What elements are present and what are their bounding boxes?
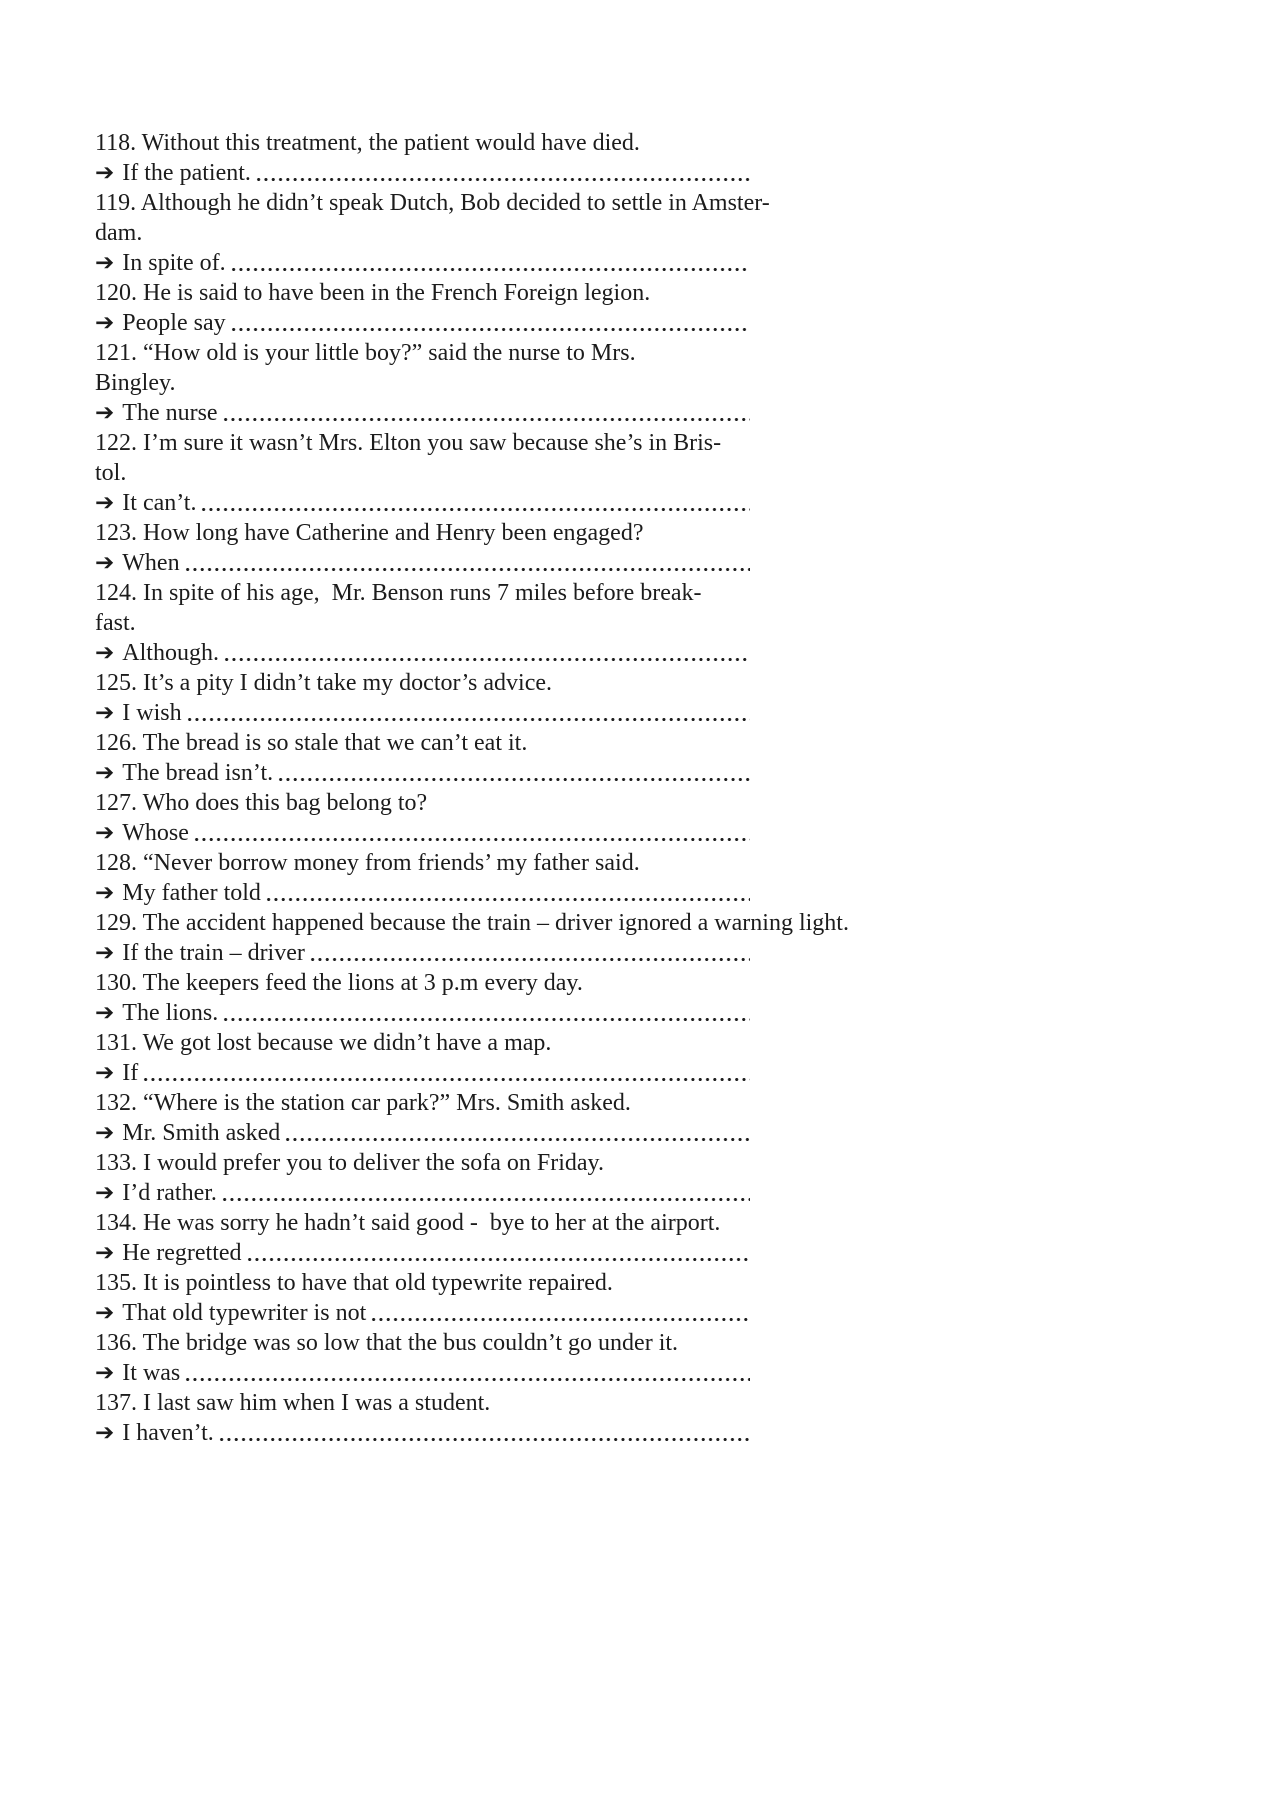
arrow-right-icon: ➔	[95, 760, 115, 786]
answer-starter: He regretted	[122, 1240, 242, 1266]
answer-starter: If the patient.	[122, 160, 251, 186]
answer-starter: In spite of.	[122, 250, 226, 276]
arrow-right-icon: ➔	[95, 820, 115, 846]
exercise-item	[95, 1088, 1220, 1148]
exercise-item	[95, 128, 1220, 188]
sentence-lines	[95, 668, 1220, 698]
sentence-lines	[95, 848, 1220, 878]
sentence-line: tol.	[95, 460, 127, 486]
sentence-line: 128. “Never borrow money from friends’ my father said.	[95, 850, 640, 876]
answer-row	[95, 878, 750, 908]
answer-row	[95, 638, 750, 668]
answer-starter: If the train – driver	[122, 940, 305, 966]
sentence-lines	[95, 788, 1220, 818]
answer-row	[95, 398, 750, 428]
answer-row	[95, 1238, 750, 1268]
sentence-line: 123. How long have Catherine and Henry been engaged?	[95, 520, 644, 546]
arrow-right-icon: ➔	[95, 1000, 115, 1026]
answer-row	[95, 248, 750, 278]
answer-starter: Whose	[122, 820, 189, 846]
sentence-line: 118. Without this treatment, the patient would have died.	[95, 130, 640, 156]
dotted-leader-line	[186, 717, 750, 722]
answer-row	[95, 1298, 750, 1328]
sentence-lines	[95, 428, 1220, 488]
sentence-line: 133. I would prefer you to deliver the sofa on Friday.	[95, 1150, 604, 1176]
exercise-list	[95, 128, 1220, 1448]
dotted-leader-line	[230, 267, 750, 272]
arrow-right-icon: ➔	[95, 490, 115, 516]
sentence-line: 136. The bridge was so low that the bus couldn’t go under it.	[95, 1330, 679, 1356]
sentence-line: 127. Who does this bag belong to?	[95, 790, 428, 816]
exercise-item	[95, 1388, 1220, 1448]
sentence-line: 122. I’m sure it wasn’t Mrs. Elton you saw because she’s in Bris-	[95, 430, 722, 456]
answer-starter: That old typewriter is not	[122, 1300, 367, 1326]
answer-starter: My father told	[122, 880, 261, 906]
arrow-right-icon: ➔	[95, 250, 115, 276]
arrow-right-icon: ➔	[95, 1300, 115, 1326]
dotted-leader-line	[223, 657, 750, 662]
exercise-item	[95, 908, 1220, 968]
dotted-leader-line	[221, 1197, 750, 1202]
dotted-leader-line	[309, 957, 750, 962]
sentence-lines	[95, 278, 1220, 308]
exercise-item	[95, 728, 1220, 788]
sentence-line: 120. He is said to have been in the French Foreign legion.	[95, 280, 651, 306]
sentence-lines	[95, 578, 1220, 638]
sentence-line: 130. The keepers feed the lions at 3 p.m every day.	[95, 970, 583, 996]
dotted-leader-line	[255, 177, 750, 182]
arrow-right-icon: ➔	[95, 400, 115, 426]
arrow-right-icon: ➔	[95, 1360, 115, 1386]
dotted-leader-line	[277, 777, 750, 782]
exercise-item	[95, 968, 1220, 1028]
exercise-item	[95, 1328, 1220, 1388]
answer-starter: I haven’t.	[122, 1420, 214, 1446]
sentence-lines	[95, 1268, 1220, 1298]
sentence-line: fast.	[95, 610, 136, 636]
answer-row	[95, 1058, 750, 1088]
arrow-right-icon: ➔	[95, 1420, 115, 1446]
arrow-right-icon: ➔	[95, 310, 115, 336]
answer-row	[95, 488, 750, 518]
sentence-lines	[95, 188, 1220, 248]
answer-row	[95, 698, 750, 728]
answer-starter: I’d rather.	[122, 1180, 217, 1206]
answer-row	[95, 1118, 750, 1148]
exercise-item	[95, 1268, 1220, 1328]
dotted-leader-line	[184, 1377, 750, 1382]
answer-row	[95, 818, 750, 848]
dotted-leader-line	[222, 1017, 750, 1022]
exercise-item	[95, 1208, 1220, 1268]
dotted-leader-line	[218, 1437, 750, 1442]
arrow-right-icon: ➔	[95, 700, 115, 726]
exercise-item	[95, 278, 1220, 338]
answer-row	[95, 158, 750, 188]
sentence-line: Bingley.	[95, 370, 176, 396]
dotted-leader-line	[230, 327, 750, 332]
exercise-item	[95, 1148, 1220, 1208]
exercise-item	[95, 578, 1220, 668]
exercise-item	[95, 518, 1220, 578]
answer-row	[95, 1358, 750, 1388]
sentence-lines	[95, 1088, 1220, 1118]
exercise-item	[95, 188, 1220, 278]
sentence-lines	[95, 338, 1220, 398]
sentence-line: 135. It is pointless to have that old typewrite repaired.	[95, 1270, 613, 1296]
answer-starter: The lions.	[122, 1000, 219, 1026]
sentence-lines	[95, 1328, 1220, 1358]
answer-starter: When	[122, 550, 180, 576]
sentence-lines	[95, 128, 1220, 158]
sentence-line: dam.	[95, 220, 143, 246]
sentence-line: 124. In spite of his age, Mr. Benson runs 7 miles before break-	[95, 580, 702, 606]
exercise-item	[95, 338, 1220, 428]
sentence-line: 121. “How old is your little boy?” said the nurse to Mrs.	[95, 340, 636, 366]
sentence-lines	[95, 968, 1220, 998]
exercise-item	[95, 668, 1220, 728]
answer-starter: People say	[122, 310, 226, 336]
arrow-right-icon: ➔	[95, 880, 115, 906]
answer-row	[95, 938, 750, 968]
answer-starter: Although.	[122, 640, 219, 666]
dotted-leader-line	[193, 837, 750, 842]
dotted-leader-line	[370, 1317, 750, 1322]
sentence-lines	[95, 908, 1220, 938]
sentence-lines	[95, 1208, 1220, 1238]
answer-starter: It can’t.	[122, 490, 197, 516]
exercise-item	[95, 788, 1220, 848]
sentence-line: 119. Although he didn’t speak Dutch, Bob decided to settle in Amster-	[95, 190, 770, 216]
sentence-line: 134. He was sorry he hadn’t said good - bye to her at the airport.	[95, 1210, 721, 1236]
dotted-leader-line	[265, 897, 750, 902]
arrow-right-icon: ➔	[95, 1240, 115, 1266]
answer-row	[95, 1178, 750, 1208]
exercise-item	[95, 848, 1220, 908]
arrow-right-icon: ➔	[95, 1120, 115, 1146]
answer-starter: Mr. Smith asked	[122, 1120, 281, 1146]
answer-row	[95, 1418, 750, 1448]
answer-starter: The bread isn’t.	[122, 760, 274, 786]
dotted-leader-line	[222, 417, 750, 422]
answer-starter: If	[122, 1060, 139, 1086]
sentence-line: 129. The accident happened because the train – driver ignored a warning light.	[95, 910, 849, 936]
arrow-right-icon: ➔	[95, 1180, 115, 1206]
sentence-line: 137. I last saw him when I was a student.	[95, 1390, 491, 1416]
arrow-right-icon: ➔	[95, 640, 115, 666]
answer-row	[95, 308, 750, 338]
sentence-lines	[95, 518, 1220, 548]
dotted-leader-line	[246, 1257, 750, 1262]
answer-row	[95, 548, 750, 578]
sentence-line: 131. We got lost because we didn’t have a map.	[95, 1030, 552, 1056]
exercise-item	[95, 1028, 1220, 1088]
answer-starter: It was	[122, 1360, 181, 1386]
arrow-right-icon: ➔	[95, 550, 115, 576]
sentence-lines	[95, 728, 1220, 758]
exercise-item	[95, 428, 1220, 518]
dotted-leader-line	[142, 1077, 750, 1082]
answer-row	[95, 998, 750, 1028]
sentence-line: 126. The bread is so stale that we can’t eat it.	[95, 730, 528, 756]
dotted-leader-line	[184, 567, 750, 572]
sentence-line: 125. It’s a pity I didn’t take my doctor’s advice.	[95, 670, 553, 696]
sentence-line: 132. “Where is the station car park?” Mrs. Smith asked.	[95, 1090, 631, 1116]
sentence-lines	[95, 1148, 1220, 1178]
sentence-lines	[95, 1388, 1220, 1418]
sentence-lines	[95, 1028, 1220, 1058]
arrow-right-icon: ➔	[95, 1060, 115, 1086]
dotted-leader-line	[200, 507, 750, 512]
answer-row	[95, 758, 750, 788]
arrow-right-icon: ➔	[95, 160, 115, 186]
answer-starter: I wish	[122, 700, 182, 726]
arrow-right-icon: ➔	[95, 940, 115, 966]
dotted-leader-line	[284, 1137, 750, 1142]
answer-starter: The nurse	[122, 400, 218, 426]
